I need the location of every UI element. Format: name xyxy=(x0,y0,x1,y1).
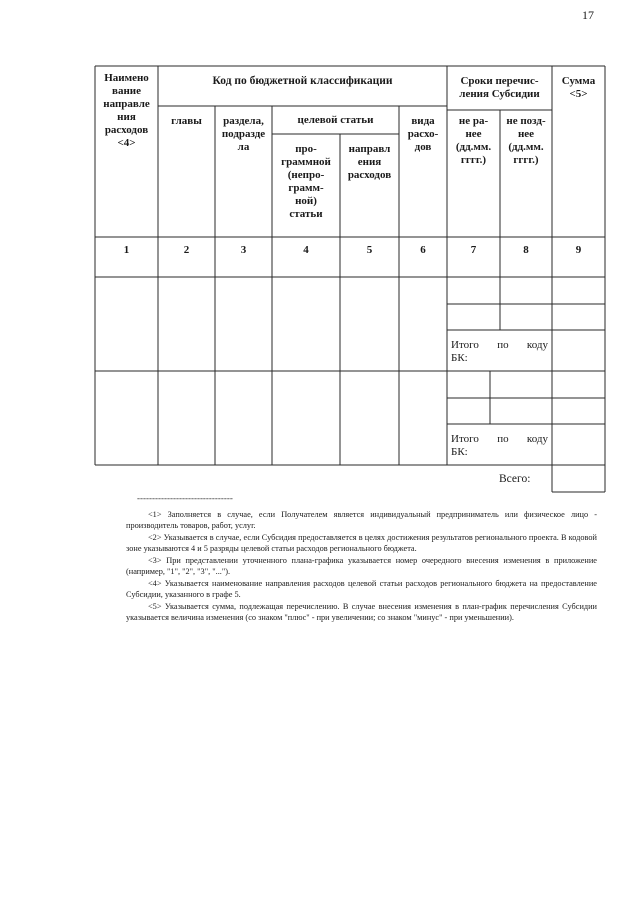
header-celevoy-stati: целевой статьи xyxy=(297,113,374,126)
column-number-7: 7 xyxy=(470,243,477,256)
header-ne-pozdnee: не позд- нее (дд.мм. гггг.) xyxy=(506,115,546,166)
footnote-4: <4> Указывается наименование направления расходов целевой статьи расходов регионального бюджета на предоставление Субсидии, указанного в графе 5. xyxy=(126,579,597,599)
column-number-1: 1 xyxy=(123,243,130,256)
footnotes xyxy=(126,509,597,624)
header-razdela: раздела, подразде ла xyxy=(221,115,266,153)
footnote-2: <2> Указывается в случае, если Субсидия предоставляется в целях достижения результатов регионального проекта. В кодовой зоне указываются 4 и 5 разряды целевой статьи расходов регионального бюджета. xyxy=(126,533,597,553)
itogo-po-kodu-bk-2: Итого по коду БК: xyxy=(451,433,548,458)
column-number-6: 6 xyxy=(420,243,426,256)
footnote-separator: -------------------------------- xyxy=(137,493,233,503)
header-napravleniya-rashodov: направл ения расходов xyxy=(347,143,392,181)
column-number-5: 5 xyxy=(366,243,373,256)
header-vida-rashodov: вида расхо- дов xyxy=(407,115,439,153)
itogo-po-kodu-bk-1: Итого по коду БК: xyxy=(451,339,548,364)
footnote-1: <1> Заполняется в случае, если Получателем является индивидуальный предприниматель или физическое лицо - производитель товаров, работ, услуг. xyxy=(126,510,597,530)
column-number-9: 9 xyxy=(575,243,582,256)
header-sroki: Сроки перечис- ления Субсидии xyxy=(459,75,540,100)
column-number-8: 8 xyxy=(523,243,529,256)
column-number-4: 4 xyxy=(303,243,309,256)
header-programmnoy-stati: про- граммной (непро- грамм- ной) статьи xyxy=(281,143,331,220)
header-glavy: главы xyxy=(171,115,202,127)
header-summa: Сумма <5> xyxy=(561,75,596,100)
footnote-5: <5> Указывается сумма, подлежащая перечислению. В случае внесения изменения в план-график перечисления Субсидии указывается величина изменения (со знаком "плюс" - при увеличении; со знаком "минус" - при уменьшении). xyxy=(126,602,597,622)
footnote-3: <3> При представлении уточненного плана-графика указывается номер очередного внесения изменения в приложение (например, "1", "2", "3", "..."). xyxy=(126,556,597,576)
header-ne-ranee: не ра- нее (дд.мм. гггг.) xyxy=(455,115,492,166)
header-kod-bk: Код по бюджетной классификации xyxy=(212,74,393,87)
column-number-2: 2 xyxy=(183,243,190,256)
page-number: 17 xyxy=(582,8,594,22)
header-naimenovanie: Наимено вание направле ния расходов <4> xyxy=(103,72,150,149)
vsego-label: Всего: xyxy=(499,473,531,485)
column-number-3: 3 xyxy=(240,243,247,256)
